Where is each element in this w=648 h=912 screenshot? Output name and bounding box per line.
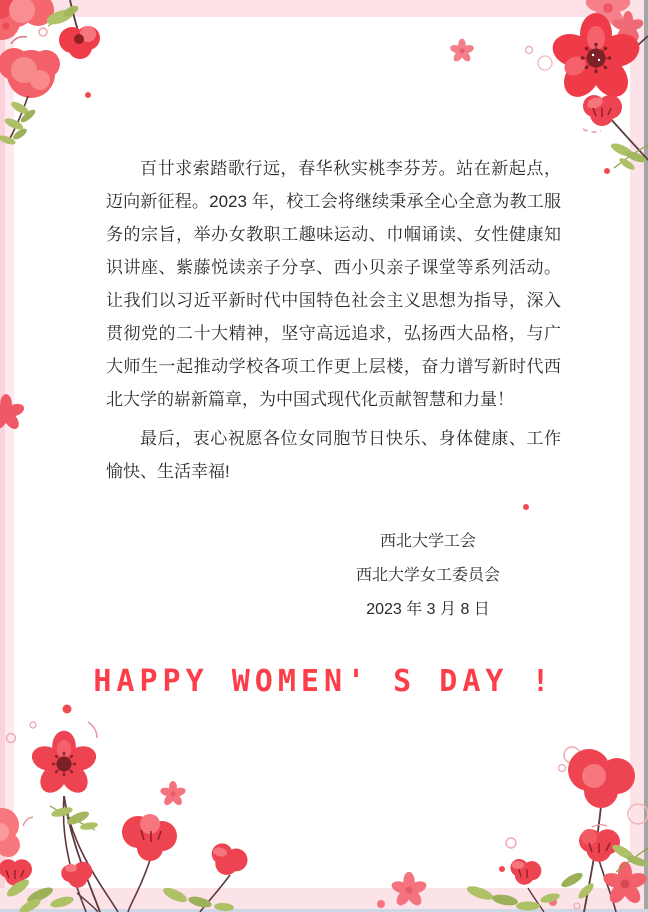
letter-paragraph-1: 百廿求索踏歌行远，春华秋实桃李芬芳。站在新起点，迈向新征程。2023 年，校工会将继续秉承全心全意为教工服务的宗旨，举办女教职工趣味运动、巾帼诵读、女性健康知识讲座、紫藤悦读亲子分享、西小贝亲子课堂等系列活动。让我们以习近平新时代中国特色社会主义思想为指导，深入贯彻党的二十大精神，坚守高远追求，弘扬西大品格，与广大师生一起推动学校各项工作更上层楼，奋力谱写新时代西北大学的崭新篇章，为中国式现代化贡献智慧和力量！: [106, 159, 561, 409]
happy-womens-day-banner: HAPPY WOMEN' S DAY !: [93, 664, 555, 699]
signature-org-2: 西北大学女工委员会: [355, 567, 500, 584]
signature-block: [300, 525, 556, 627]
letter-paragraph-2: 最后，衷心祝愿各位女同胞节日快乐、身体健康、工作愉快、生活幸福!: [106, 429, 561, 481]
signature-date: 2023 年 3 月 8 日: [366, 601, 490, 618]
signature-org-1: 西北大学工会: [379, 533, 476, 550]
